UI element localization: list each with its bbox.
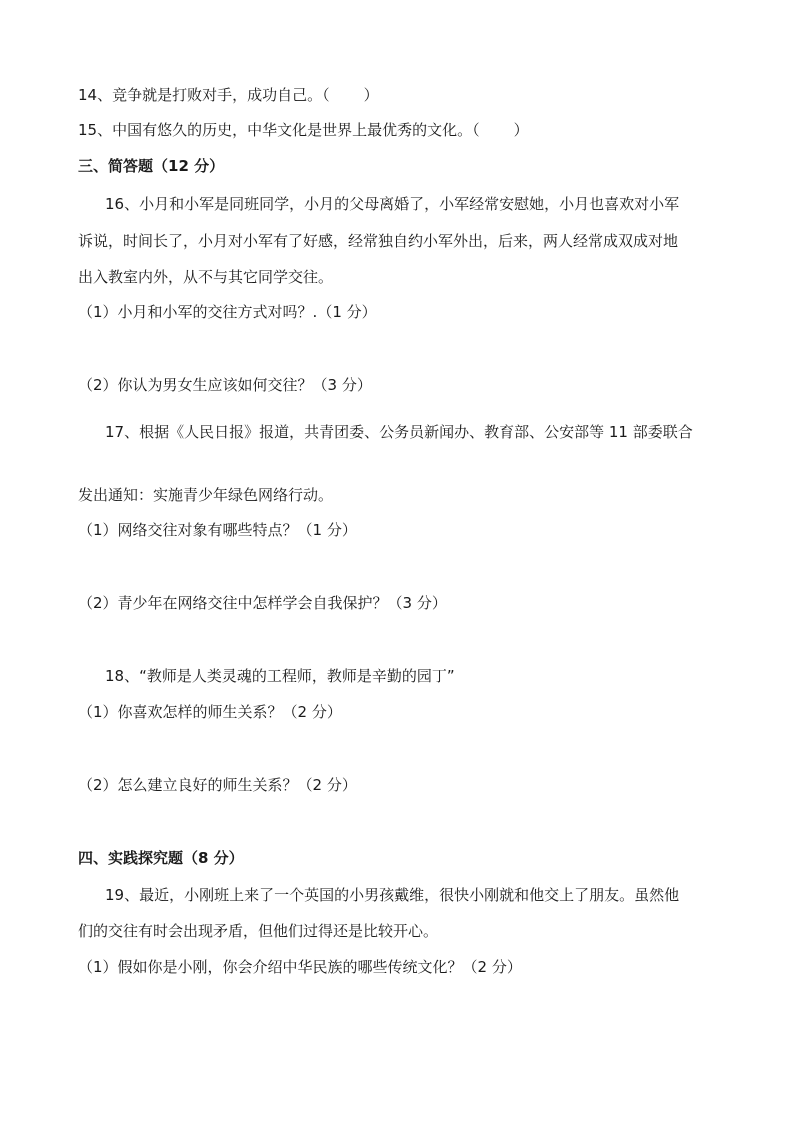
question-18-sub-2: （2）怎么建立良好的师生关系？（2 分） bbox=[78, 776, 357, 794]
question-16-sub-2: （2）你认为男女生应该如何交往？（3 分） bbox=[78, 376, 372, 394]
question-16-stem-line-3: 出入教室内外，从不与其它同学交往。 bbox=[78, 268, 334, 286]
question-17-sub-2: （2）青少年在网络交往中怎样学会自我保护？（3 分） bbox=[78, 594, 447, 612]
section-3-title: 三、简答题（12 分） bbox=[78, 157, 225, 175]
question-17-stem-line-2: 发出通知：实施青少年绿色网络行动。 bbox=[78, 486, 334, 504]
question-18-stem: 18、“教师是人类灵魂的工程师，教师是辛勤的园丁” bbox=[105, 667, 455, 685]
question-19-stem-line-1: 19、最近，小刚班上来了一个英国的小男孩戴维，很快小刚就和他交上了朋友。虽然他 bbox=[105, 886, 680, 904]
question-19-stem-line-2: 们的交往有时会出现矛盾，但他们过得还是比较开心。 bbox=[78, 922, 439, 940]
question-18-sub-1: （1）你喜欢怎样的师生关系？（2 分） bbox=[78, 703, 342, 721]
question-15-close: ） bbox=[513, 121, 529, 139]
question-14 bbox=[78, 85, 379, 105]
question-16-stem-line-2: 诉说，时间长了，小月对小军有了好感，经常独自约小军外出，后来，两人经常成双成对地 bbox=[78, 232, 679, 250]
section-4-title: 四、实践探究题（8 分） bbox=[78, 849, 244, 867]
question-17-stem-line-1: 17、根据《人民日报》报道，共青团委、公务员新闻办、教育部、公安部等 11 部委联合 bbox=[105, 423, 693, 441]
question-14-close: ） bbox=[363, 86, 379, 104]
question-19-sub-1: （1）假如你是小刚，你会介绍中华民族的哪些传统文化？（2 分） bbox=[78, 958, 522, 976]
question-15 bbox=[78, 120, 529, 140]
question-14-text: 14、竞争就是打败对手，成功自己。（ bbox=[78, 86, 330, 104]
question-17-sub-1: （1）网络交往对象有哪些特点？（1 分） bbox=[78, 521, 357, 539]
question-16-sub-1: （1）小月和小军的交往方式对吗？.（1 分） bbox=[78, 303, 377, 321]
question-16-stem-line-1: 16、小月和小军是同班同学，小月的父母离婚了，小军经常安慰她，小月也喜欢对小军 bbox=[105, 195, 680, 213]
question-15-text: 15、中国有悠久的历史，中华文化是世界上最优秀的文化。（ bbox=[78, 121, 480, 139]
